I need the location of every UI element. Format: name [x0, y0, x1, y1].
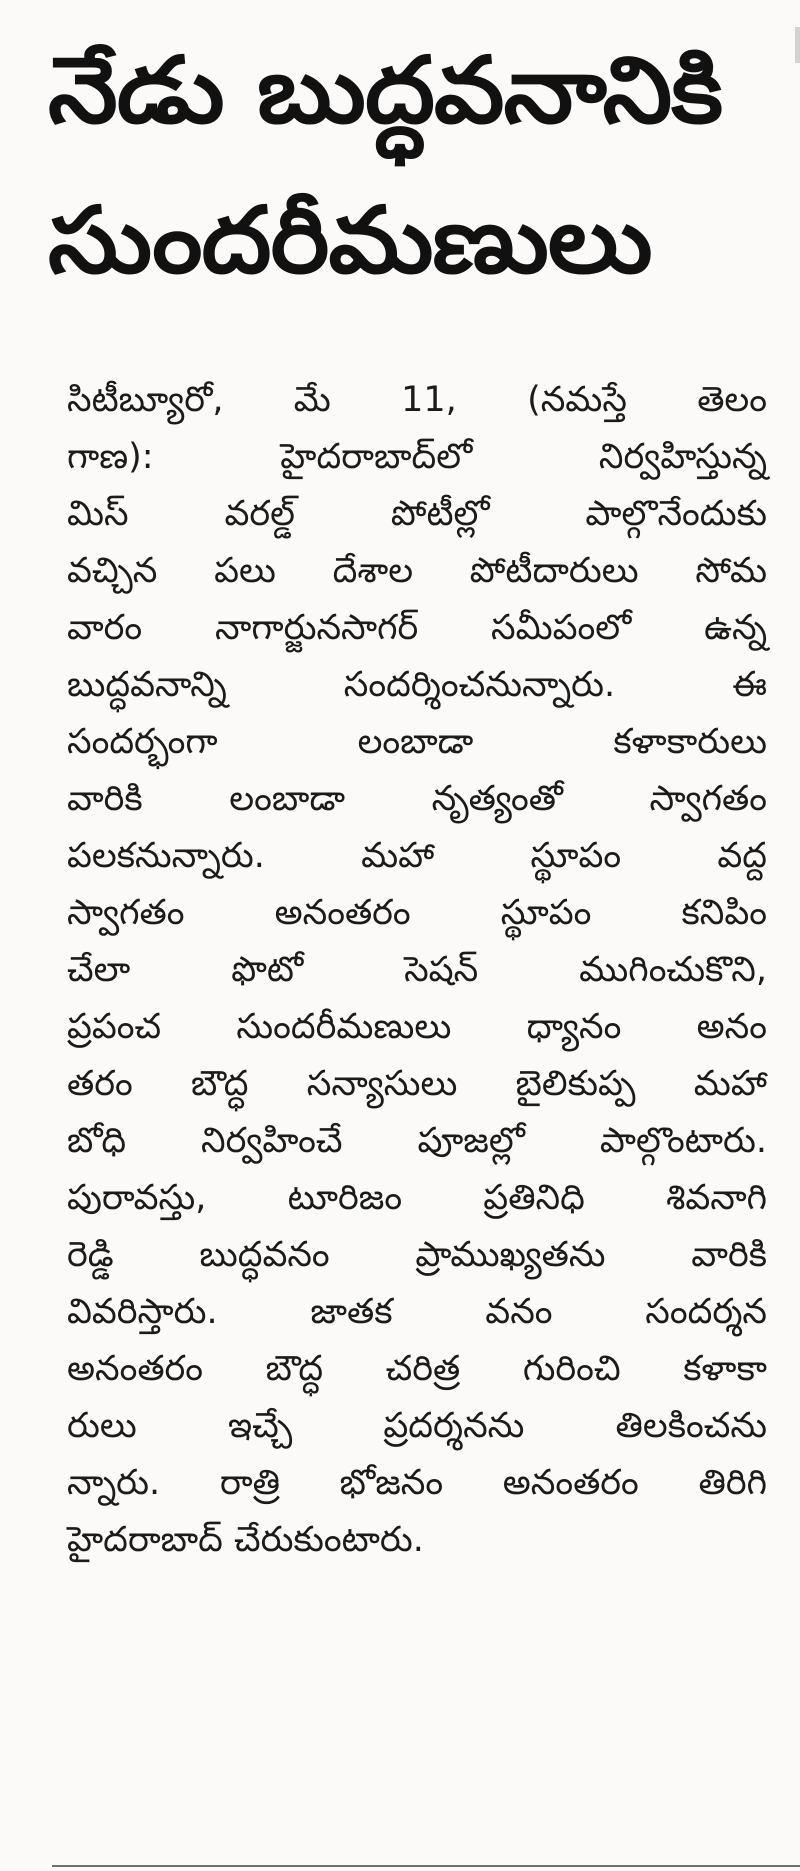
- article-line-16: రెడ్డి బుద్ధవనం ప్రాముఖ్యతను వారికి: [67, 1235, 767, 1275]
- article-line-6: బుద్ధవనాన్ని సందర్శించనున్నారు. ఈ: [67, 665, 767, 705]
- article-body: [67, 372, 767, 1569]
- article-line-8: వారికి లంబాడా నృత్యంతో స్వాగతం: [67, 779, 767, 819]
- article-line-9: పలకనున్నారు. మహా స్థూపం వద్ద: [67, 836, 767, 876]
- right-edge-mark: [795, 27, 800, 63]
- article-line-10: స్వాగతం అనంతరం స్థూపం కనిపిం: [67, 893, 767, 933]
- headline-line-2: సుందరీమణులు: [48, 187, 652, 294]
- article-line-2: గాణ): హైదరాబాద్‌లో నిర్వహిస్తున్న: [67, 437, 767, 477]
- article-line-15: పురావస్తు, టూరిజం ప్రతినిధి శివనాగి: [67, 1178, 767, 1218]
- article-line-13: తరం బౌద్ధ సన్యాసులు బైలికుప్ప మహా: [67, 1064, 767, 1104]
- article-line-20: న్నారు. రాత్రి భోజనం అనంతరం తిరిగి: [67, 1463, 767, 1503]
- article-line-4: వచ్చిన పలు దేశాల పోటీదారులు సోమ: [67, 551, 767, 591]
- article-line-5: వారం నాగార్జునసాగర్ సమీపంలో ఉన్న: [67, 608, 767, 648]
- article-line-11: చేలా ఫొటో సెషన్ ముగించుకొని,: [67, 950, 767, 990]
- article-headline: [48, 16, 758, 316]
- article-line-7: సందర్భంగా లంబాడా కళాకారులు: [67, 722, 767, 762]
- article-line-21: హైదరాబాద్ చేరుకుంటారు.: [67, 1520, 424, 1560]
- article-line-19: రులు ఇచ్చే ప్రదర్శనను తిలకించను: [67, 1406, 767, 1446]
- article-line-3: మిస్ వరల్డ్ పోటీల్లో పాల్గొనేందుకు: [67, 494, 767, 534]
- headline-line-1: నేడు బుద్ధవనానికి: [48, 37, 723, 144]
- bottom-divider: [52, 1865, 800, 1867]
- article-line-14: బోధి నిర్వహించే పూజల్లో పాల్గొంటారు.: [67, 1121, 767, 1161]
- article-line-17: వివరిస్తారు. జాతక వనం సందర్శన: [67, 1292, 767, 1332]
- article-line-12: ప్రపంచ సుందరీమణులు ధ్యానం అనం: [67, 1007, 767, 1047]
- article-line-18: అనంతరం బౌద్ధ చరిత్ర గురించి కళాకా: [67, 1349, 767, 1389]
- article-line-1: సిటీబ్యూరో, మే 11, (నమస్తే తెలం: [67, 380, 767, 420]
